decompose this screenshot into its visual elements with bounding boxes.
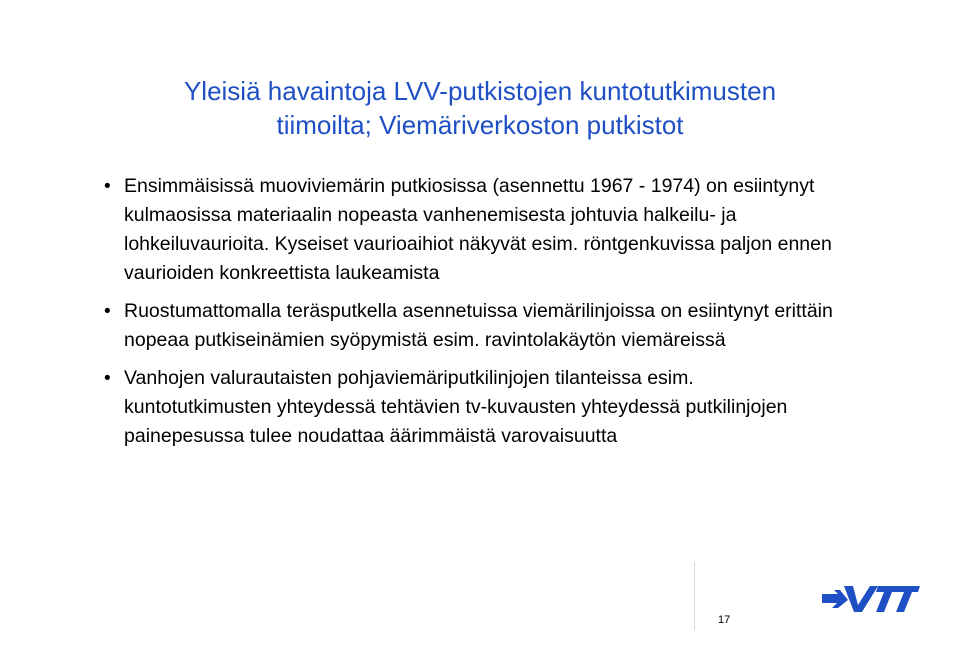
bullet-text-2: Ruostumattomalla teräsputkella asennetuissa viemärilinjoissa on esiintynyt erittäin nopeaa putkiseinämien syöpymistä esim. ravintolakäytön viemäreissä [124,300,833,351]
bullet-text-3: Vanhojen valurautaisten pohjaviemäriputkilinjojen tilanteissa esim. kuntotutkimusten yhteydessä tehtävien tv-kuvausten yhteydessä putkilinjojen painepesussa tulee noudattaa äärimmäistä varovaisuutta [124,367,788,447]
slide-title [40,74,920,142]
footer-divider [694,562,695,630]
vtt-logo-icon [820,572,920,622]
bullet-text-1: Ensimmäisissä muoviviemärin putkiosissa (asennettu 1967 - 1974) on esiintynyt kulmaosissa materiaalin nopeasta vanhenemisesta johtuvia halkeilu- ja lohkeiluvaurioita. Kyseiset vaurioaihiot näkyvät esim. röntgenkuvissa paljon ennen vaurioiden konkreettista laukeamista [124,175,832,284]
title-line-2: tiimoilta; Viemäriverkoston putkistot [276,110,684,140]
page-number: 17 [718,614,731,626]
bullet-item-3 [104,364,844,451]
bullet-list [104,172,844,460]
bullet-item-1 [104,172,844,288]
bullet-marker: • [104,176,111,197]
bullet-marker: • [104,301,111,322]
bullet-item-2 [104,297,844,355]
bullet-marker: • [104,368,111,389]
title-line-1: Yleisiä havaintoja LVV-putkistojen kuntotutkimusten [183,76,777,106]
